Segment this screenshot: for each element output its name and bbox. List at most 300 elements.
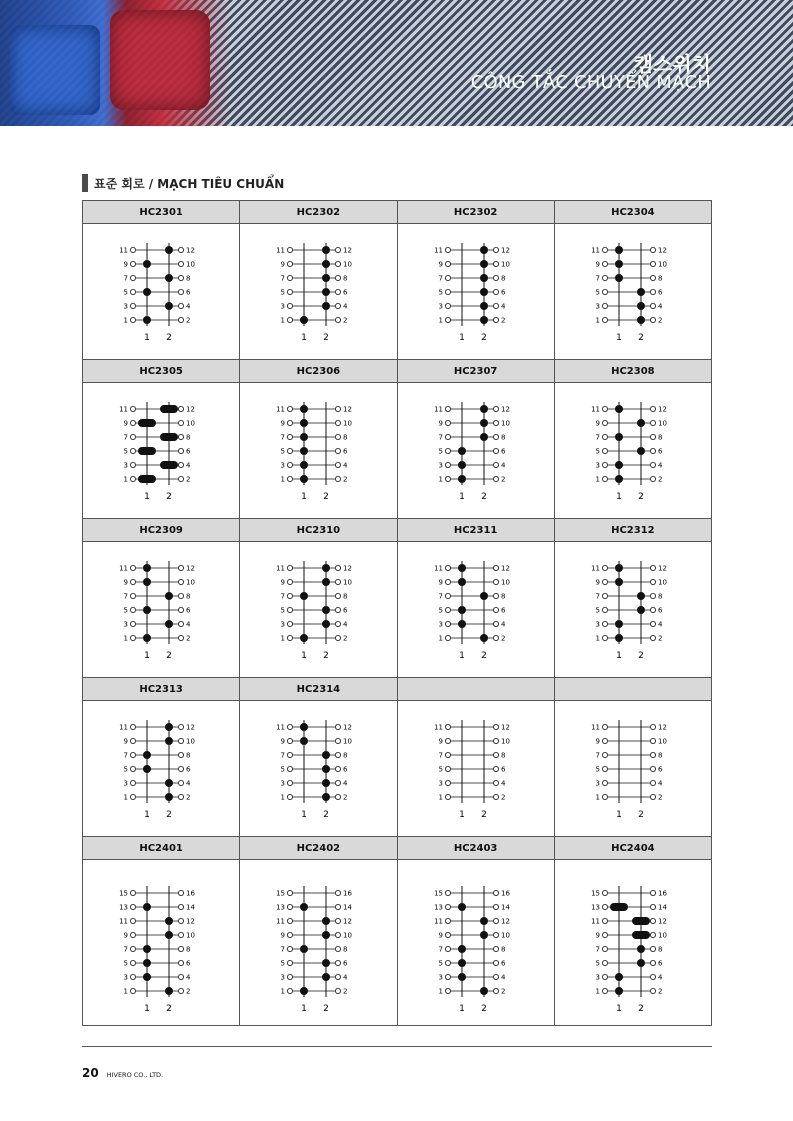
terminal-label-left: 9: [280, 737, 286, 746]
terminal-circle: [336, 565, 341, 570]
terminal-circle: [288, 738, 293, 743]
terminal-label-left: 5: [123, 288, 128, 297]
terminal-circle: [445, 289, 450, 294]
contact-dot: [322, 959, 330, 967]
terminal-label-right: 4: [500, 779, 505, 788]
contact-dot: [615, 260, 623, 268]
terminal-circle: [493, 261, 498, 266]
terminal-circle: [288, 932, 293, 937]
terminal-label-left: 9: [123, 419, 128, 428]
terminal-circle: [602, 476, 607, 481]
terminal-circle: [178, 621, 183, 626]
terminal-label-left: 5: [438, 288, 443, 297]
circuit-cell: [397, 383, 554, 519]
terminal-circle: [650, 420, 655, 425]
terminal-circle: [130, 946, 135, 951]
terminal-label-left: 1: [280, 793, 286, 802]
contact-dot: [322, 578, 330, 586]
terminal-label-right: 12: [343, 917, 353, 926]
contact-dot: [143, 634, 151, 642]
terminal-label-right: 8: [500, 592, 505, 601]
contact-dot: [165, 274, 173, 282]
terminal-circle: [178, 261, 183, 266]
terminal-label-left: 5: [595, 959, 600, 968]
terminal-label-left: 3: [595, 461, 600, 470]
terminal-circle: [602, 780, 607, 785]
circuit-diagram: [240, 383, 397, 518]
terminal-circle: [288, 766, 293, 771]
terminal-circle: [178, 317, 183, 322]
terminal-label-right: 8: [186, 751, 191, 760]
circuit-diagram: [83, 860, 240, 1025]
terminal-circle: [602, 579, 607, 584]
terminal-circle: [650, 607, 655, 612]
position-label: 2: [166, 651, 172, 661]
position-label: 1: [615, 651, 622, 661]
position-label: 1: [144, 1004, 150, 1014]
terminal-label-right: 2: [186, 987, 191, 996]
terminal-circle: [445, 918, 450, 923]
terminal-circle: [493, 635, 498, 640]
terminal-circle: [288, 960, 293, 965]
terminal-label-left: 7: [123, 274, 128, 283]
contact-dot: [322, 973, 330, 981]
terminal-circle: [288, 918, 293, 923]
position-label: 1: [458, 492, 465, 502]
terminal-circle: [288, 303, 293, 308]
terminal-circle: [288, 794, 293, 799]
terminal-circle: [650, 261, 655, 266]
terminal-label-right: 6: [500, 447, 505, 456]
terminal-circle: [288, 635, 293, 640]
terminal-label-left: 11: [276, 723, 286, 732]
contact-dot: [322, 274, 330, 282]
terminal-circle: [288, 974, 293, 979]
terminal-label-right: 12: [186, 917, 195, 926]
terminal-circle: [493, 752, 498, 757]
terminal-label-right: 8: [186, 592, 191, 601]
terminal-circle: [178, 752, 183, 757]
terminal-label-right: 4: [500, 973, 505, 982]
terminal-label-left: 3: [438, 620, 443, 629]
circuit-cell: [397, 701, 554, 837]
terminal-circle: [650, 780, 655, 785]
terminal-circle: [336, 946, 341, 951]
terminal-label-right: 6: [186, 447, 191, 456]
terminal-label-left: 7: [595, 274, 600, 283]
terminal-label-left: 3: [595, 620, 600, 629]
terminal-label-left: 5: [280, 447, 286, 456]
terminal-label-right: 10: [186, 737, 195, 746]
contact-dot: [300, 475, 308, 483]
terminal-circle: [130, 261, 135, 266]
contact-dot: [637, 419, 645, 427]
terminal-circle: [336, 974, 341, 979]
terminal-label-right: 12: [343, 564, 353, 573]
position-label: 2: [323, 333, 330, 343]
contact-dot: [637, 447, 645, 455]
contact-dot: [480, 987, 488, 995]
terminal-label-right: 12: [343, 246, 353, 255]
terminal-label-left: 11: [433, 917, 443, 926]
terminal-label-right: 6: [343, 765, 348, 774]
circuit-cell: [83, 701, 240, 837]
terminal-label-right: 2: [500, 634, 505, 643]
position-label: 1: [615, 1004, 622, 1014]
terminal-label-left: 9: [438, 737, 443, 746]
terminal-circle: [493, 462, 498, 467]
terminal-label-left: 3: [123, 302, 128, 311]
terminal-circle: [336, 462, 341, 467]
terminal-circle: [445, 780, 450, 785]
terminal-circle: [178, 462, 183, 467]
terminal-label-left: 11: [276, 246, 286, 255]
contact-dot: [143, 606, 151, 614]
terminal-circle: [178, 918, 183, 923]
terminal-label-left: 3: [595, 779, 600, 788]
terminal-circle: [650, 794, 655, 799]
terminal-circle: [445, 974, 450, 979]
terminal-label-right: 4: [657, 302, 663, 311]
terminal-circle: [178, 448, 183, 453]
terminal-circle: [445, 434, 450, 439]
terminal-label-right: 8: [343, 592, 348, 601]
terminal-circle: [336, 904, 341, 909]
position-label: 1: [144, 810, 150, 820]
contact-dot: [458, 564, 466, 572]
contact-dot: [165, 592, 173, 600]
terminal-label-right: 10: [657, 931, 667, 940]
circuit-diagram: [240, 224, 397, 359]
terminal-label-left: 3: [438, 779, 443, 788]
terminal-label-left: 1: [123, 987, 128, 996]
terminal-label-left: 1: [438, 475, 443, 484]
terminal-label-right: 10: [657, 419, 667, 428]
contact-dot: [143, 959, 151, 967]
contact-dot: [458, 447, 466, 455]
terminal-circle: [336, 593, 341, 598]
terminal-circle: [602, 621, 607, 626]
terminal-label-left: 9: [123, 260, 128, 269]
terminal-label-right: 2: [500, 793, 505, 802]
terminal-circle: [445, 420, 450, 425]
contact-dot: [165, 737, 173, 745]
terminal-label-left: 11: [590, 917, 600, 926]
contact-dot: [458, 903, 466, 911]
contact-bar: [632, 931, 650, 939]
terminal-label-left: 11: [590, 246, 600, 255]
terminal-label-right: 12: [500, 723, 510, 732]
terminal-label-right: 4: [500, 302, 505, 311]
terminal-label-left: 7: [280, 945, 286, 954]
position-label: 1: [301, 492, 308, 502]
terminal-label-left: 9: [595, 260, 600, 269]
terminal-circle: [445, 406, 450, 411]
position-label: 2: [637, 810, 644, 820]
contact-dot: [143, 316, 151, 324]
terminal-circle: [445, 303, 450, 308]
terminal-circle: [288, 406, 293, 411]
terminal-label-left: 3: [280, 302, 286, 311]
terminal-circle: [288, 724, 293, 729]
terminal-circle: [445, 579, 450, 584]
terminal-label-right: 14: [343, 903, 353, 912]
contact-dot: [458, 461, 466, 469]
contact-dot: [322, 765, 330, 773]
terminal-circle: [288, 579, 293, 584]
contact-dot: [322, 620, 330, 628]
terminal-label-left: 13: [433, 903, 443, 912]
terminal-circle: [493, 918, 498, 923]
terminal-label-left: 1: [280, 987, 286, 996]
contact-dot: [615, 405, 623, 413]
terminal-circle: [493, 974, 498, 979]
terminal-label-right: 8: [343, 433, 348, 442]
terminal-label-right: 12: [343, 405, 353, 414]
terminal-circle: [336, 289, 341, 294]
terminal-circle: [288, 593, 293, 598]
terminal-label-left: 7: [438, 945, 443, 954]
position-label: 1: [301, 651, 308, 661]
circuit-name: [554, 678, 711, 701]
terminal-circle: [445, 752, 450, 757]
terminal-label-right: 10: [343, 931, 353, 940]
terminal-label-right: 10: [343, 578, 353, 587]
terminal-circle: [493, 275, 498, 280]
terminal-label-right: 4: [343, 620, 348, 629]
terminal-label-right: 4: [343, 779, 348, 788]
position-label: 1: [615, 810, 622, 820]
terminal-circle: [602, 434, 607, 439]
circuit-cell: [554, 701, 711, 837]
contact-dot: [300, 447, 308, 455]
terminal-label-right: 4: [500, 620, 505, 629]
circuit-cell: [240, 383, 397, 519]
contact-dot: [322, 931, 330, 939]
contact-dot: [480, 419, 488, 427]
contact-bar: [610, 903, 628, 911]
circuit-name: HC2304: [554, 201, 711, 224]
terminal-label-right: 6: [657, 447, 663, 456]
terminal-label-left: 7: [595, 751, 600, 760]
circuit-name: HC2302: [240, 201, 397, 224]
terminal-label-right: 6: [500, 765, 505, 774]
terminal-circle: [493, 420, 498, 425]
terminal-circle: [445, 946, 450, 951]
contact-dot: [480, 246, 488, 254]
terminal-circle: [445, 462, 450, 467]
terminal-circle: [650, 406, 655, 411]
terminal-label-right: 2: [500, 987, 505, 996]
terminal-circle: [130, 904, 135, 909]
red-switch-image: [110, 10, 210, 110]
contact-dot: [615, 620, 623, 628]
terminal-circle: [493, 565, 498, 570]
contact-dot: [615, 973, 623, 981]
terminal-label-right: 12: [343, 723, 353, 732]
terminal-circle: [650, 565, 655, 570]
terminal-circle: [178, 724, 183, 729]
terminal-circle: [445, 565, 450, 570]
terminal-circle: [178, 434, 183, 439]
terminal-label-left: 1: [595, 316, 600, 325]
terminal-circle: [650, 724, 655, 729]
terminal-label-right: 2: [657, 475, 663, 484]
terminal-label-left: 5: [280, 288, 286, 297]
terminal-label-right: 8: [500, 751, 505, 760]
position-label: 2: [480, 1004, 487, 1014]
terminal-circle: [445, 960, 450, 965]
terminal-circle: [130, 303, 135, 308]
terminal-label-right: 14: [657, 903, 667, 912]
terminal-circle: [602, 593, 607, 598]
contact-dot: [615, 274, 623, 282]
terminal-label-left: 9: [595, 931, 600, 940]
terminal-circle: [650, 738, 655, 743]
terminal-circle: [602, 890, 607, 895]
circuit-cell: [240, 701, 397, 837]
terminal-circle: [130, 247, 135, 252]
contact-dot: [480, 274, 488, 282]
product-photo: [0, 0, 230, 126]
terminal-label-left: 1: [595, 475, 600, 484]
terminal-label-left: 7: [438, 274, 443, 283]
terminal-label-right: 10: [657, 737, 667, 746]
position-label: 1: [615, 492, 622, 502]
terminal-circle: [130, 434, 135, 439]
terminal-label-right: 10: [186, 578, 195, 587]
contact-bar: [160, 433, 178, 441]
circuit-cell: [240, 224, 397, 360]
contact-dot: [480, 433, 488, 441]
contact-dot: [458, 959, 466, 967]
circuit-diagram: [240, 701, 397, 836]
terminal-label-right: 6: [657, 606, 663, 615]
terminal-circle: [336, 794, 341, 799]
terminal-circle: [336, 780, 341, 785]
terminal-label-left: 15: [433, 889, 443, 898]
terminal-label-left: 11: [119, 405, 128, 414]
terminal-circle: [602, 462, 607, 467]
terminal-circle: [130, 918, 135, 923]
terminal-label-left: 9: [123, 578, 128, 587]
section-heading: [82, 174, 284, 192]
contact-dot: [637, 606, 645, 614]
header-title-ko: 캠스위치: [633, 52, 711, 76]
terminal-label-left: 3: [595, 302, 600, 311]
position-label: 2: [166, 1004, 172, 1014]
contact-bar: [632, 917, 650, 925]
contact-dot: [165, 246, 173, 254]
terminal-circle: [336, 247, 341, 252]
terminal-circle: [178, 303, 183, 308]
terminal-circle: [336, 607, 341, 612]
terminal-label-right: 4: [186, 302, 191, 311]
terminal-circle: [602, 932, 607, 937]
terminal-circle: [445, 621, 450, 626]
terminal-circle: [650, 946, 655, 951]
terminal-circle: [336, 448, 341, 453]
terminal-circle: [336, 261, 341, 266]
terminal-label-right: 6: [186, 959, 191, 968]
circuit-diagram: [555, 224, 712, 359]
contact-dot: [458, 606, 466, 614]
terminal-circle: [288, 317, 293, 322]
terminal-circle: [130, 766, 135, 771]
terminal-circle: [336, 317, 341, 322]
terminal-circle: [493, 724, 498, 729]
circuit-diagram: [83, 224, 240, 359]
contact-dot: [480, 634, 488, 642]
position-label: 2: [637, 1004, 644, 1014]
circuit-diagram: [398, 383, 555, 518]
terminal-circle: [288, 261, 293, 266]
position-label: 1: [458, 333, 465, 343]
terminal-circle: [288, 247, 293, 252]
terminal-circle: [602, 960, 607, 965]
terminal-label-right: 6: [343, 288, 348, 297]
terminal-label-right: 4: [186, 779, 191, 788]
contact-dot: [165, 620, 173, 628]
terminal-label-left: 3: [123, 620, 128, 629]
terminal-circle: [288, 780, 293, 785]
terminal-label-left: 9: [595, 419, 600, 428]
terminal-label-right: 10: [500, 419, 510, 428]
contact-dot: [165, 723, 173, 731]
circuit-diagram: [555, 860, 712, 1025]
terminal-circle: [650, 974, 655, 979]
circuit-name: HC2301: [83, 201, 240, 224]
terminal-circle: [650, 434, 655, 439]
terminal-label-left: 5: [438, 765, 443, 774]
circuit-name: HC2314: [240, 678, 397, 701]
contact-dot: [458, 578, 466, 586]
position-label: 1: [301, 1004, 308, 1014]
terminal-circle: [130, 752, 135, 757]
footer-divider: [82, 1046, 712, 1047]
terminal-label-left: 15: [119, 889, 128, 898]
terminal-circle: [602, 607, 607, 612]
terminal-circle: [178, 738, 183, 743]
position-label: 1: [301, 810, 308, 820]
contact-dot: [300, 723, 308, 731]
terminal-circle: [288, 420, 293, 425]
contact-dot: [458, 973, 466, 981]
terminal-circle: [493, 738, 498, 743]
terminal-label-right: 8: [500, 274, 505, 283]
terminal-label-right: 6: [500, 288, 505, 297]
terminal-circle: [336, 738, 341, 743]
circuit-name: HC2305: [83, 360, 240, 383]
terminal-label-right: 2: [500, 475, 505, 484]
position-label: 2: [166, 810, 172, 820]
position-label: 2: [480, 651, 487, 661]
terminal-circle: [493, 476, 498, 481]
contact-dot: [165, 779, 173, 787]
terminal-label-right: 2: [343, 987, 348, 996]
terminal-label-right: 16: [186, 889, 195, 898]
terminal-circle: [493, 932, 498, 937]
position-label: 2: [323, 651, 330, 661]
terminal-circle: [130, 890, 135, 895]
terminal-label-left: 5: [595, 288, 600, 297]
terminal-circle: [493, 448, 498, 453]
terminal-label-right: 12: [500, 246, 510, 255]
terminal-circle: [602, 918, 607, 923]
terminal-circle: [178, 780, 183, 785]
terminal-circle: [650, 918, 655, 923]
terminal-label-right: 6: [500, 959, 505, 968]
